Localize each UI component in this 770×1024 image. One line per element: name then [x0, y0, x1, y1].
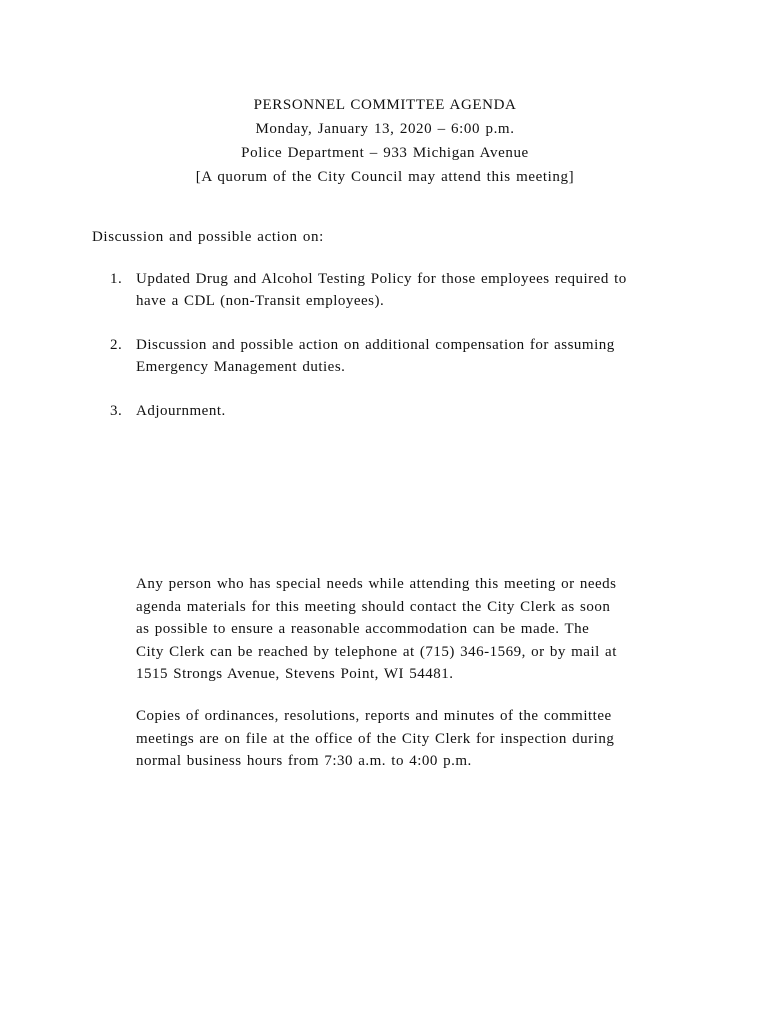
agenda-item-number: 2. — [110, 337, 123, 353]
agenda-item-text-line: Adjournment. — [136, 403, 226, 419]
notice-line: normal business hours from 7:30 a.m. to 4:00 p.m. — [136, 753, 472, 769]
notice-line: as possible to ensure a reasonable accommodation can be made. The — [136, 621, 590, 637]
agenda-header — [0, 93, 770, 189]
agenda-item-2 — [110, 334, 690, 378]
notice-line: agenda materials for this meeting should contact the City Clerk as soon — [136, 598, 611, 615]
special-needs-notice — [136, 573, 686, 686]
agenda-item-number: 3. — [110, 403, 123, 419]
meeting-location: Police Department – 933 Michigan Avenue — [241, 145, 529, 161]
agenda-list — [110, 268, 690, 444]
records-availability-notice — [136, 705, 686, 773]
agenda-title: PERSONNEL COMMITTEE AGENDA — [253, 97, 517, 113]
agenda-item-number: 1. — [110, 271, 123, 287]
agenda-item-text-line: Emergency Management duties. — [136, 359, 346, 375]
notice-line: Copies of ordinances, resolutions, reports and minutes of the committee — [136, 708, 612, 724]
notice-line: 1515 Strongs Avenue, Stevens Point, WI 54481. — [136, 666, 454, 682]
quorum-note: [A quorum of the City Council may attend this meeting] — [195, 169, 575, 185]
notice-line: Any person who has special needs while attending this meeting or needs — [136, 576, 617, 592]
notice-line: meetings are on file at the office of the City Clerk for inspection during — [136, 730, 615, 747]
agenda-item-text-line: Discussion and possible action on additional compensation for assuming — [136, 337, 615, 353]
agenda-item-3 — [110, 400, 690, 422]
agenda-intro: Discussion and possible action on: — [92, 229, 324, 245]
agenda-item-1 — [110, 268, 690, 312]
agenda-item-text-line: Updated Drug and Alcohol Testing Policy for those employees required to — [136, 271, 627, 287]
agenda-item-text-line: have a CDL (non-Transit employees). — [136, 293, 385, 309]
notice-line: City Clerk can be reached by telephone at (715) 346-1569, or by mail at — [136, 643, 617, 660]
meeting-date-time: Monday, January 13, 2020 – 6:00 p.m. — [255, 121, 515, 137]
